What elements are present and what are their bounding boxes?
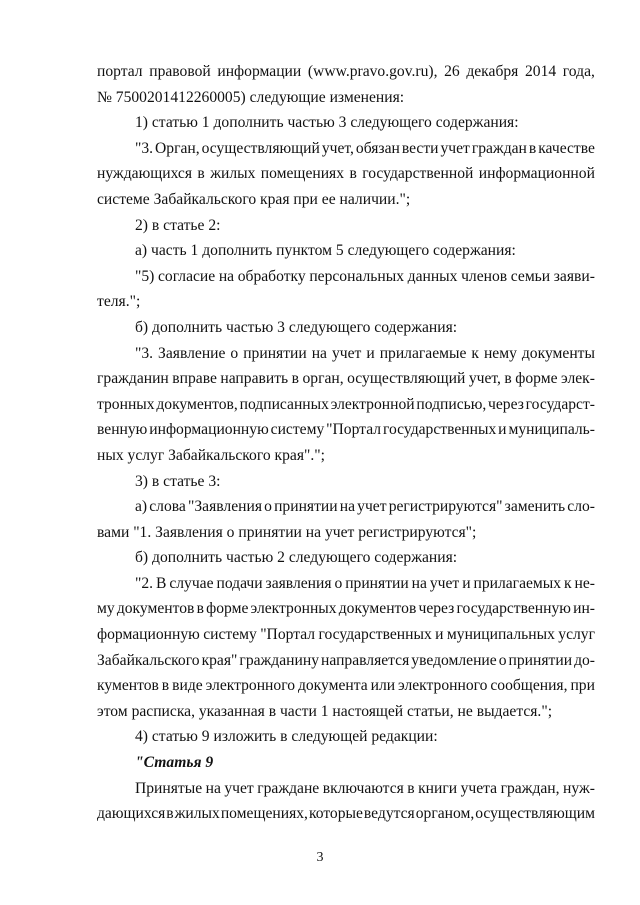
- document-line: "3. Заявление о принятии на учет и прилагаемые к нему документы: [135, 344, 595, 362]
- document-line: "3. Орган, осуществляющий учет, обязан вести учет граждан в качестве: [135, 139, 595, 157]
- document-line: "2. В случае подачи заявления о принятии на учет и прилагаемых к не-: [135, 574, 595, 592]
- document-line: кументов в виде электронного документа или электронного сообщения, при: [97, 677, 595, 695]
- document-line: а) слова "Заявления о принятии на учет регистрируются" заменить сло-: [135, 498, 595, 516]
- document-line: системе Забайкальского края при ее наличии.";: [97, 190, 411, 208]
- document-line: теля.";: [97, 293, 141, 311]
- document-line: тронных документов, подписанных электронной подписью, через государст-: [97, 395, 595, 413]
- document-line: гражданин вправе направить в орган, осуществляющий учет, в форме элек-: [97, 370, 595, 388]
- document-line: "5) согласие на обработку персональных данных членов семьи заяви-: [135, 267, 595, 285]
- document-line: 4) статью 9 изложить в следующей редакции:: [135, 728, 438, 746]
- document-line: 1) статью 1 дополнить частью 3 следующего содержания:: [135, 114, 519, 132]
- document-line: 3) в статье 3:: [135, 472, 221, 490]
- document-body: [97, 59, 595, 827]
- document-line: нуждающихся в жилых помещениях в государственной информационной: [97, 165, 595, 183]
- document-line: дающихся в жилых помещениях, которые ведутся органом, осуществляющим: [97, 805, 595, 823]
- document-line: этом расписка, указанная в части 1 настоящей статьи, не выдается.";: [97, 702, 553, 720]
- document-line: Забайкальского края" гражданину направляется уведомление о принятии до-: [97, 651, 595, 669]
- document-line: б) дополнить частью 2 следующего содержания:: [135, 549, 458, 567]
- document-line: Принятые на учет граждане включаются в книги учета граждан, нуж-: [135, 779, 595, 797]
- document-line: б) дополнить частью 3 следующего содержания:: [135, 318, 458, 336]
- document-line: формационную систему "Портал государственных и муниципальных услуг: [97, 626, 595, 644]
- document-line: 2) в статье 2:: [135, 216, 221, 234]
- page-number: 3: [316, 850, 324, 865]
- document-line: ных услуг Забайкальского края".";: [97, 446, 325, 464]
- document-line: № 7500201412260005) следующие изменения:: [97, 88, 405, 106]
- document-line: вами "1. Заявления о принятии на учет регистрируются";: [97, 523, 477, 541]
- document-line: венную информационную систему "Портал государственных и муниципаль-: [97, 421, 595, 439]
- document-line: а) часть 1 дополнить пунктом 5 следующего содержания:: [135, 242, 516, 260]
- document-line: му документов в форме электронных документов через государственную ин-: [97, 600, 595, 618]
- document-line: портал правовой информации (www.pravo.gov.ru), 26 декабря 2014 года,: [97, 63, 595, 80]
- document-line: "Статья 9: [135, 754, 214, 772]
